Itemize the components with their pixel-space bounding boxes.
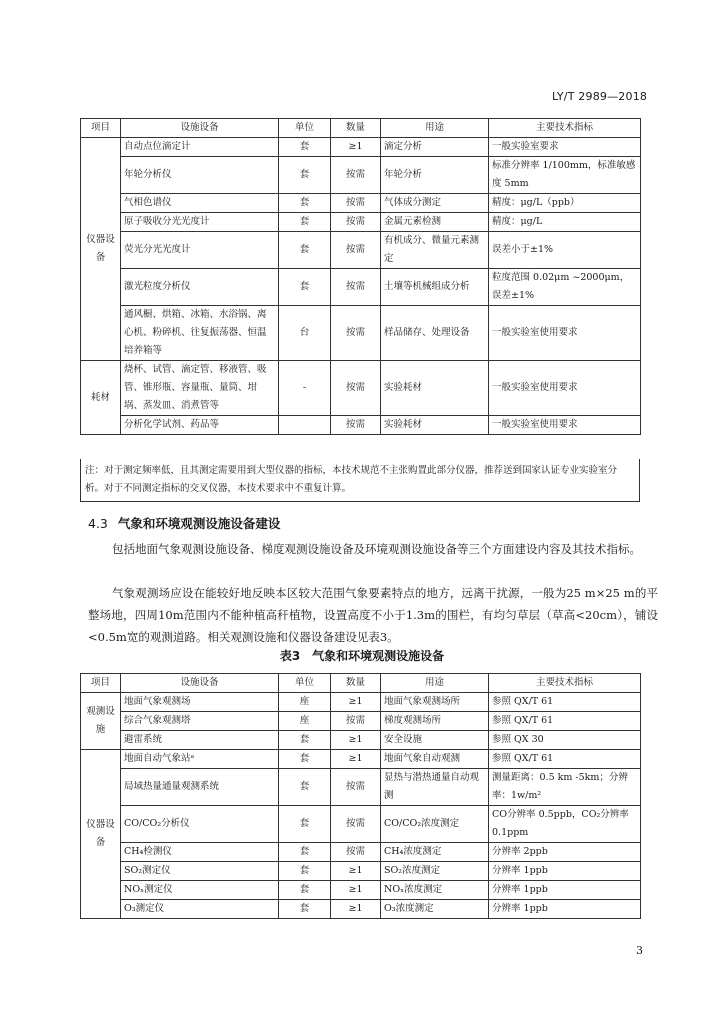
table-cell: 座 — [279, 712, 331, 731]
table-row — [81, 769, 641, 806]
table-cell: 套 — [279, 269, 331, 306]
column-header: 主要技术指标 — [489, 674, 641, 693]
table-cell: 参照 QX/T 61 — [489, 693, 641, 712]
table-cell: 标准分辨率 1/100mm，标准敏感度 5mm — [489, 157, 641, 194]
table-cell: 按需 — [331, 843, 381, 862]
table-cell: 参照 QX 30 — [489, 731, 641, 750]
table-cell: 地面气象观测场 — [121, 693, 279, 712]
table-row — [81, 269, 641, 306]
table-cell: 避雷系统 — [121, 731, 279, 750]
table-cell: 按需 — [331, 157, 381, 194]
table-cell: 实验耗材 — [381, 416, 489, 435]
table-cell: 局域热量通量观测系统 — [121, 769, 279, 806]
table-cell: 精度：μg/L（ppb） — [489, 194, 641, 213]
table-cell: 自动点位滴定计 — [121, 138, 279, 157]
table-row — [81, 712, 641, 731]
table-cell: 一般实验室使用要求 — [489, 416, 641, 435]
table-row — [81, 138, 641, 157]
table-cell: NOₓ测定仪 — [121, 881, 279, 900]
table-cell: CH₄浓度测定 — [381, 843, 489, 862]
table-header-row — [81, 119, 641, 138]
table-cell: 通风橱、烘箱、冰箱、水浴锅、离心机、粉碎机、往复振荡器、恒温培养箱等 — [121, 306, 279, 361]
table-cell: 梯度观测场所 — [381, 712, 489, 731]
column-header: 项目 — [81, 119, 121, 138]
table-cell: 按需 — [331, 213, 381, 232]
page-number: 3 — [636, 944, 643, 957]
table-cell: 参照 QX/T 61 — [489, 712, 641, 731]
table-cell: 套 — [279, 731, 331, 750]
table-cell: 套 — [279, 806, 331, 843]
table-cell: CH₄检测仪 — [121, 843, 279, 862]
table-cell: 按需 — [331, 416, 381, 435]
table-cell: 一般实验室使用要求 — [489, 361, 641, 416]
table-cell: 参照 QX/T 61 — [489, 750, 641, 769]
column-header: 主要技术指标 — [489, 119, 641, 138]
table-cell: 按需 — [331, 361, 381, 416]
table-cell: 套 — [279, 232, 331, 269]
table-cell: 精度：μg/L — [489, 213, 641, 232]
table-cell: 套 — [279, 862, 331, 881]
table-cell: O₃测定仪 — [121, 900, 279, 919]
table-row — [81, 416, 641, 435]
table-cell: 套 — [279, 213, 331, 232]
column-header: 单位 — [279, 674, 331, 693]
table-caption: 表3 气象和环境观测设施设备 — [279, 649, 445, 663]
table-cell: 分辨率 1ppb — [489, 900, 641, 919]
table-header-row — [81, 674, 641, 693]
table-cell: - — [279, 361, 331, 416]
table-cell: 荧光分光光度计 — [121, 232, 279, 269]
table-cell: ≥1 — [331, 731, 381, 750]
table-cell: 测量距离：0.5 km -5km；分辨率：1w/m² — [489, 769, 641, 806]
table-cell: 显热与潜热通量自动观测 — [381, 769, 489, 806]
standard-code: LY/T 2989—2018 — [552, 90, 648, 103]
table-row — [81, 361, 641, 416]
column-header: 数量 — [331, 119, 381, 138]
table-note: 注：对于测定频率低，且其测定需要用到大型仪器的指标，本技术规范不主张购置此部分仪器，推荐送到国家认证专业实验室分析。对于不同测定指标的交叉仪器，本技术要求中不重复计算。 — [80, 459, 640, 502]
table-cell: 一般实验室要求 — [489, 138, 641, 157]
table-cell: 原子吸收分光光度计 — [121, 213, 279, 232]
column-header: 设施设备 — [121, 674, 279, 693]
table-cell — [279, 416, 331, 435]
table-cell: 滴定分析 — [381, 138, 489, 157]
table-cell: 金属元素检测 — [381, 213, 489, 232]
table-row — [81, 862, 641, 881]
group-label: 仪器设备 — [81, 138, 121, 361]
section-number: 4.3 — [88, 516, 108, 531]
table-cell: ≥1 — [331, 881, 381, 900]
table-cell: 套 — [279, 881, 331, 900]
table-cell: 按需 — [331, 712, 381, 731]
table-row — [81, 693, 641, 712]
table-cell: 地面气象观测场所 — [381, 693, 489, 712]
table-cell: 套 — [279, 769, 331, 806]
table-cell: 气相色谱仪 — [121, 194, 279, 213]
table-cell: 年轮分析仪 — [121, 157, 279, 194]
table-cell: 按需 — [331, 194, 381, 213]
column-header: 设施设备 — [121, 119, 279, 138]
table-row — [81, 843, 641, 862]
table-cell: 套 — [279, 843, 331, 862]
table-cell: NOₓ浓度测定 — [381, 881, 489, 900]
table-row — [81, 194, 641, 213]
table-cell: 按需 — [331, 806, 381, 843]
table-cell: 土壤等机械组成分析 — [381, 269, 489, 306]
table-cell: 套 — [279, 138, 331, 157]
table-cell: 烧杯、试管、滴定管、移液管、吸管、锥形瓶、容量瓶、量筒、坩埚、蒸发皿、消煮管等 — [121, 361, 279, 416]
table-row — [81, 306, 641, 361]
column-header: 项目 — [81, 674, 121, 693]
group-label: 仪器设备 — [81, 750, 121, 919]
column-header: 单位 — [279, 119, 331, 138]
table-row — [81, 232, 641, 269]
table-cell: 安全设施 — [381, 731, 489, 750]
table-cell: 分辨率 2ppb — [489, 843, 641, 862]
table-cell: CO/CO₂浓度测定 — [381, 806, 489, 843]
table-cell: ≥1 — [331, 900, 381, 919]
table-row — [81, 900, 641, 919]
equipment-table-2 — [80, 118, 641, 435]
table-cell: ≥1 — [331, 693, 381, 712]
table-cell: CO分辨率 0.5ppb，CO₂分辨率 0.1ppm — [489, 806, 641, 843]
table-cell: 座 — [279, 693, 331, 712]
table-row — [81, 157, 641, 194]
table-cell: 分辨率 1ppb — [489, 881, 641, 900]
table-cell: 误差小于±1% — [489, 232, 641, 269]
table-cell: O₃浓度测定 — [381, 900, 489, 919]
column-header: 用途 — [381, 674, 489, 693]
table-cell: 分辨率 1ppb — [489, 862, 641, 881]
table-cell: 粒度范围 0.02μm ~2000μm，误差±1% — [489, 269, 641, 306]
table-cell: SO₂测定仪 — [121, 862, 279, 881]
table-cell: 按需 — [331, 769, 381, 806]
table-row — [81, 881, 641, 900]
table-cell: SO₂浓度测定 — [381, 862, 489, 881]
column-header: 用途 — [381, 119, 489, 138]
table-cell: 按需 — [331, 232, 381, 269]
table-cell: ≥1 — [331, 862, 381, 881]
table-cell: 台 — [279, 306, 331, 361]
table-cell: 按需 — [331, 306, 381, 361]
table-cell: 分析化学试剂、药品等 — [121, 416, 279, 435]
table-cell: 按需 — [331, 269, 381, 306]
table-cell: ≥1 — [331, 750, 381, 769]
table-cell: 一般实验室使用要求 — [489, 306, 641, 361]
table-cell: 气体成分测定 — [381, 194, 489, 213]
table-cell: CO/CO₂分析仪 — [121, 806, 279, 843]
group-label: 观测设施 — [81, 693, 121, 750]
table-cell: 实验耗材 — [381, 361, 489, 416]
table-cell: 套 — [279, 157, 331, 194]
table-row — [81, 806, 641, 843]
table-row — [81, 750, 641, 769]
table-cell: 综合气象观测塔 — [121, 712, 279, 731]
table-row — [81, 731, 641, 750]
table-cell: 地面气象自动观测 — [381, 750, 489, 769]
column-header: 数量 — [331, 674, 381, 693]
table-cell: 年轮分析 — [381, 157, 489, 194]
table-row — [81, 213, 641, 232]
table-cell: 有机成分、微量元素测定 — [381, 232, 489, 269]
table-cell: 地面自动气象站ᵃ — [121, 750, 279, 769]
table-cell: ≥1 — [331, 138, 381, 157]
table-cell: 套 — [279, 900, 331, 919]
group-label: 耗材 — [81, 361, 121, 435]
equipment-table-3 — [80, 673, 641, 919]
section-heading — [88, 514, 280, 532]
table-cell: 套 — [279, 194, 331, 213]
section-title: 气象和环境观测设施设备建设 — [117, 516, 281, 531]
table-cell: 套 — [279, 750, 331, 769]
table-cell: 样品储存、处理设备 — [381, 306, 489, 361]
table-cell: 激光粒度分析仪 — [121, 269, 279, 306]
body-paragraph: 包括地面气象观测设施设备、梯度观测设施设备及环境观测设施设备等三个方面建设内容及其技术指标。 — [112, 542, 641, 556]
body-paragraph: 气象观测场应设在能较好地反映本区较大范围气象要素特点的地方，远离干扰源，一般为25 m×25 m的平整场地，四周10m范围内不能种植高秆植物，设置高度不小于1.3m的围栏，有均匀草层（草高<20cm），铺设<0.5m宽的观测道路。相关观测设施和仪器设备建设见表3。 — [88, 586, 658, 644]
